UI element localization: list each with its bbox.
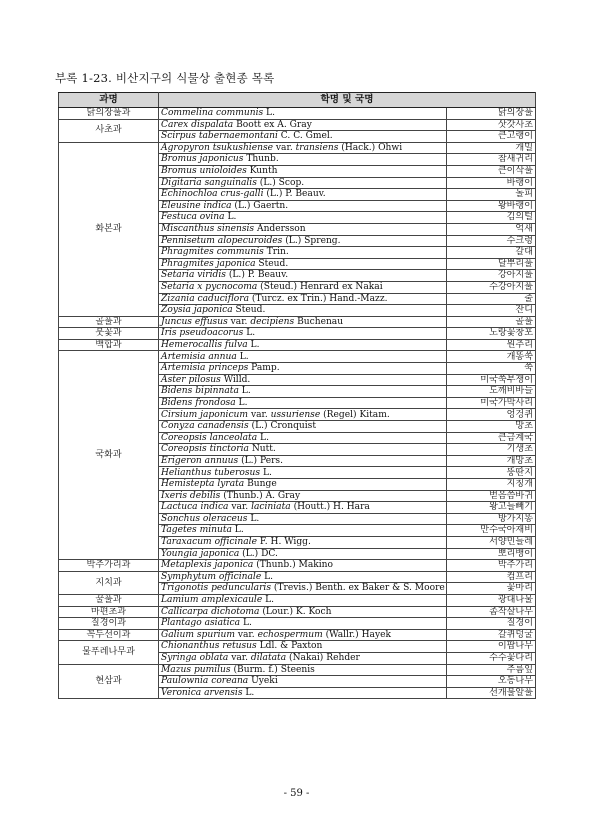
species-epithet: Taraxacum officinale xyxy=(161,537,257,548)
korean-name-cell: 돌피 xyxy=(447,189,536,201)
korean-name-cell: 질경이 xyxy=(447,618,536,630)
scientific-name-cell xyxy=(159,548,447,560)
species-header: 학명 및 국명 xyxy=(159,93,536,108)
header-row xyxy=(59,93,536,108)
species-epithet: Iris pseudoacorus xyxy=(161,328,244,339)
korean-name-cell: 지칭개 xyxy=(447,479,536,491)
species-epithet: Aster pilosus xyxy=(161,374,221,385)
scientific-name-cell xyxy=(159,351,447,363)
family-cell: 화본과 xyxy=(59,142,159,316)
scientific-name-cell xyxy=(159,641,447,653)
species-epithet: Pennisetum alopecuroides xyxy=(161,235,283,246)
species-epithet: Echinochloa crus-galli xyxy=(161,189,264,200)
table-row xyxy=(59,629,536,641)
table-row xyxy=(59,594,536,606)
scientific-name-cell xyxy=(159,270,447,282)
author-citation: L. xyxy=(240,618,252,629)
table-row xyxy=(59,142,536,154)
author-citation: L. xyxy=(260,467,272,478)
korean-name-cell: 골풀 xyxy=(447,316,536,328)
korean-name-cell: 큰고랭이 xyxy=(447,131,536,143)
author-citation: Trin. xyxy=(263,247,289,258)
species-epithet: Bromus japonicus xyxy=(161,154,244,165)
family-cell: 백합과 xyxy=(59,339,159,351)
species-epithet: decipiens xyxy=(250,316,295,327)
author-citation: Nutt. xyxy=(248,444,276,455)
family-cell: 골풀과 xyxy=(59,316,159,328)
species-epithet: Bidens bipinnata xyxy=(161,386,239,397)
author-citation: (Hack.) Ohwi xyxy=(338,142,403,153)
author-citation: (L.) Pers. xyxy=(238,455,283,466)
family-cell: 꿀풀과 xyxy=(59,594,159,606)
table-row xyxy=(59,316,536,328)
species-epithet: laciniata xyxy=(251,502,291,513)
korean-name-cell: 개망초 xyxy=(447,455,536,467)
korean-name-cell: 선개불알풀 xyxy=(447,687,536,699)
scientific-name-cell xyxy=(159,583,447,595)
species-epithet: Miscanthus sinensis xyxy=(161,224,255,235)
korean-name-cell: 수크령 xyxy=(447,235,536,247)
author-citation: L. xyxy=(247,339,260,350)
species-epithet: Festuca ovina xyxy=(161,212,225,223)
korean-name-cell: 바랭이 xyxy=(447,177,536,189)
korean-name-cell: 큰이삭풀 xyxy=(447,165,536,177)
scientific-name-cell xyxy=(159,108,447,120)
korean-name-cell: 서양민들레 xyxy=(447,536,536,548)
korean-name-cell: 좀작살나무 xyxy=(447,606,536,618)
species-epithet: transiens xyxy=(295,142,339,153)
korean-name-cell: 수수꽃다리 xyxy=(447,652,536,664)
author-citation: Uyeki xyxy=(248,676,278,687)
scientific-name-cell xyxy=(159,316,447,328)
species-epithet: Scirpus tabernaemontani xyxy=(161,131,278,142)
author-citation: Willd. xyxy=(220,374,251,385)
scientific-name-cell xyxy=(159,328,447,340)
species-epithet: Sonchus oleraceus xyxy=(161,513,248,524)
korean-name-cell: 이팝나무 xyxy=(447,641,536,653)
scientific-name-cell xyxy=(159,594,447,606)
species-epithet: Zoysia japonica xyxy=(161,305,233,316)
species-epithet: Hemerocallis fulva xyxy=(161,339,248,350)
korean-name-cell: 주름잎 xyxy=(447,664,536,676)
table-row xyxy=(59,606,536,618)
scientific-name-cell xyxy=(159,305,447,317)
scientific-name-cell xyxy=(159,409,447,421)
author-citation: (L.) Cronquist xyxy=(248,421,316,432)
author-citation: (Nakai) Rehder xyxy=(286,653,360,663)
author-citation: L. xyxy=(231,525,244,536)
species-epithet: Ixeris debilis xyxy=(161,490,221,501)
scientific-name-cell xyxy=(159,177,447,189)
table-row xyxy=(59,641,536,653)
korean-name-cell: 잔디 xyxy=(447,305,536,317)
species-epithet: ussuriense xyxy=(270,409,321,420)
species-epithet: Tagetes minuta xyxy=(161,525,232,536)
korean-name-cell: 원추리 xyxy=(447,339,536,351)
scientific-name-cell xyxy=(159,247,447,259)
author-citation: (L.) DC. xyxy=(239,548,278,559)
species-epithet: Trigonotis peduncularis xyxy=(161,583,272,594)
species-epithet: Setaria x pycnocoma xyxy=(161,282,258,292)
species-epithet: Eleusine indica xyxy=(161,200,232,211)
table-caption: 부록 1-23. 비산지구의 식물상 출현종 목록 xyxy=(55,71,275,85)
species-epithet: Agropyron tsukushiense xyxy=(161,142,274,153)
korean-name-cell: 강아지풀 xyxy=(447,270,536,282)
scientific-name-cell xyxy=(159,525,447,537)
scientific-name-cell xyxy=(159,339,447,351)
family-cell: 국화과 xyxy=(59,351,159,560)
scientific-name-cell xyxy=(159,467,447,479)
scientific-name-cell xyxy=(159,536,447,548)
scientific-name-cell xyxy=(159,455,447,467)
scientific-name-cell xyxy=(159,664,447,676)
species-epithet: Plantago asiatica xyxy=(161,618,241,629)
scientific-name-cell xyxy=(159,223,447,235)
author-citation: var. xyxy=(234,629,258,640)
species-epithet: Conyza canadensis xyxy=(161,421,249,432)
species-epithet: Mazus pumilus xyxy=(161,664,231,675)
species-epithet: Syringa oblata xyxy=(161,653,229,663)
author-citation: (L.) Scop. xyxy=(256,177,305,188)
species-epithet: Callicarpa dichotoma xyxy=(161,606,260,617)
korean-name-cell: 김의털 xyxy=(447,212,536,224)
author-citation: L. xyxy=(242,687,255,698)
table-body xyxy=(59,108,536,699)
korean-name-cell: 박주가리 xyxy=(447,560,536,572)
author-citation: Ldl. & Paxton xyxy=(256,641,323,652)
species-epithet: Setaria viridis xyxy=(161,270,226,281)
author-citation: C. C. Gmel. xyxy=(277,131,333,142)
korean-name-cell: 갈퀴덩굴 xyxy=(447,629,536,641)
korean-name-cell: 뽀리뱅이 xyxy=(447,548,536,560)
korean-name-cell: 수강아지풀 xyxy=(447,281,536,293)
author-citation: var. xyxy=(273,142,296,153)
family-cell: 지치과 xyxy=(59,571,159,594)
scientific-name-cell xyxy=(159,293,447,305)
author-citation: (Turcz. ex Trin.) Hand.-Mazz. xyxy=(249,293,388,304)
species-epithet: Carex dispalata xyxy=(161,119,234,130)
scientific-name-cell xyxy=(159,131,447,143)
table-row xyxy=(59,351,536,363)
author-citation: var. xyxy=(228,502,252,513)
author-citation: (L.) Spreng. xyxy=(282,235,341,246)
scientific-name-cell xyxy=(159,502,447,514)
korean-name-cell: 미국쑥부쟁이 xyxy=(447,374,536,386)
author-citation: L. xyxy=(235,397,248,408)
korean-name-cell: 닭의장풀 xyxy=(447,108,536,120)
author-citation: L. xyxy=(257,432,269,443)
korean-name-cell: 쑥 xyxy=(447,363,536,375)
table-row xyxy=(59,119,536,131)
page-number: - 59 - xyxy=(283,788,310,799)
author-citation: (Trevis.) Benth. ex Baker & S. Moore xyxy=(271,583,445,594)
species-epithet: Galium spurium xyxy=(161,629,235,640)
species-epithet: Paulownia coreana xyxy=(161,676,249,687)
scientific-name-cell xyxy=(159,560,447,572)
scientific-name-cell xyxy=(159,165,447,177)
scientific-name-cell xyxy=(159,258,447,270)
author-citation: L. xyxy=(262,595,275,606)
korean-name-cell: 꽃마리 xyxy=(447,583,536,595)
scientific-name-cell xyxy=(159,142,447,154)
family-cell: 박주가리과 xyxy=(59,560,159,572)
korean-name-cell: 엉겅퀴 xyxy=(447,409,536,421)
korean-name-cell: 만수국아재비 xyxy=(447,525,536,537)
author-citation: (L.) Gaertn. xyxy=(231,200,289,211)
family-cell: 사초과 xyxy=(59,119,159,142)
korean-name-cell: 미국가막사리 xyxy=(447,397,536,409)
author-citation: (Thunb.) A. Gray xyxy=(220,490,301,501)
species-epithet: Artemisia annua xyxy=(161,351,237,362)
species-epithet: Helianthus tuberosus xyxy=(161,467,261,478)
species-epithet: Juncus effusus xyxy=(161,316,228,327)
scientific-name-cell xyxy=(159,571,447,583)
scientific-name-cell xyxy=(159,397,447,409)
author-citation: var. xyxy=(248,409,271,420)
author-citation: Steud. xyxy=(255,258,289,269)
species-epithet: Erigeron annuus xyxy=(161,455,239,466)
korean-name-cell: 줄 xyxy=(447,293,536,305)
species-epithet: Commelina communis xyxy=(161,108,264,119)
species-epithet: dilatata xyxy=(250,653,287,663)
author-citation: (L.) P. Beauv. xyxy=(263,189,326,200)
author-citation: L. xyxy=(224,212,237,223)
species-epithet: Bromus unioloides xyxy=(161,166,247,177)
species-epithet: Chionanthus retusus xyxy=(161,641,257,652)
korean-name-cell: 왕바랭이 xyxy=(447,200,536,212)
author-citation: (Burm. f.) Steenis xyxy=(230,664,315,675)
family-cell: 마편초과 xyxy=(59,606,159,618)
scientific-name-cell xyxy=(159,676,447,688)
author-citation: L. xyxy=(236,351,249,362)
korean-name-cell: 왕고들빼기 xyxy=(447,502,536,514)
korean-name-cell: 노랑꽃창포 xyxy=(447,328,536,340)
korean-name-cell: 개똥쑥 xyxy=(447,351,536,363)
table-row xyxy=(59,664,536,676)
family-cell: 꼭두선이과 xyxy=(59,629,159,641)
table-row xyxy=(59,560,536,572)
scientific-name-cell xyxy=(159,513,447,525)
table-row xyxy=(59,328,536,340)
scientific-name-cell xyxy=(159,119,447,131)
family-header: 과명 xyxy=(59,93,159,108)
korean-name-cell: 광대나물 xyxy=(447,594,536,606)
species-epithet: Zizania caduciflora xyxy=(161,293,250,304)
korean-name-cell: 큰금계국 xyxy=(447,432,536,444)
author-citation: Kunth xyxy=(246,166,278,177)
species-epithet: Veronica arvensis xyxy=(161,687,243,698)
author-citation: Buchenau xyxy=(294,316,344,327)
family-cell: 질경이과 xyxy=(59,618,159,630)
scientific-name-cell xyxy=(159,606,447,618)
species-epithet: Cirsium japonicum xyxy=(161,409,249,420)
scientific-name-cell xyxy=(159,490,447,502)
species-epithet: Artemisia princeps xyxy=(161,363,249,374)
scientific-name-cell xyxy=(159,235,447,247)
scientific-name-cell xyxy=(159,479,447,491)
scientific-name-cell xyxy=(159,363,447,375)
table-row xyxy=(59,108,536,120)
species-epithet: Lactuca indica xyxy=(161,502,229,513)
family-cell: 현삼과 xyxy=(59,664,159,699)
author-citation: var. xyxy=(228,653,251,663)
scientific-name-cell xyxy=(159,189,447,201)
author-citation: Steud. xyxy=(232,305,266,316)
scientific-name-cell xyxy=(159,154,447,166)
korean-name-cell: 삿갓사초 xyxy=(447,119,536,131)
author-citation: Andersson xyxy=(254,224,306,235)
author-citation: (Steud.) Henrard ex Nakai xyxy=(257,282,383,292)
table-row xyxy=(59,618,536,630)
scientific-name-cell xyxy=(159,281,447,293)
family-cell: 붓꽃과 xyxy=(59,328,159,340)
author-citation: Boott ex A. Gray xyxy=(233,119,312,130)
species-epithet: echospermum xyxy=(257,629,323,640)
species-epithet: Digitaria sanguinalis xyxy=(161,177,257,188)
table-row xyxy=(59,339,536,351)
author-citation: (Lour.) K. Koch xyxy=(259,606,332,617)
author-citation: L. xyxy=(243,328,256,339)
author-citation: L. xyxy=(247,513,260,524)
scientific-name-cell xyxy=(159,652,447,664)
korean-name-cell: 갈대 xyxy=(447,247,536,259)
scientific-name-cell xyxy=(159,432,447,444)
family-cell: 닭의장풀과 xyxy=(59,108,159,120)
species-epithet: Symphytum officinale xyxy=(161,571,262,582)
korean-name-cell: 방가지똥 xyxy=(447,513,536,525)
species-epithet: Phragmites communis xyxy=(161,247,264,258)
family-cell: 물푸레나무과 xyxy=(59,641,159,664)
scientific-name-cell xyxy=(159,421,447,433)
species-epithet: Lamium amplexicaule xyxy=(161,595,263,606)
author-citation: Pamp. xyxy=(248,363,280,374)
species-table xyxy=(58,92,536,699)
table-row xyxy=(59,571,536,583)
author-citation: Bunge xyxy=(244,479,277,490)
species-epithet: Metaplexis japonica xyxy=(161,560,254,571)
korean-name-cell: 참새귀리 xyxy=(447,154,536,166)
korean-name-cell: 개밀 xyxy=(447,142,536,154)
korean-name-cell: 컴프리 xyxy=(447,571,536,583)
scientific-name-cell xyxy=(159,618,447,630)
korean-name-cell: 도깨비바늘 xyxy=(447,386,536,398)
korean-name-cell: 오동나무 xyxy=(447,676,536,688)
author-citation: var. xyxy=(227,316,251,327)
korean-name-cell: 벋음씀바귀 xyxy=(447,490,536,502)
author-citation: (Regel) Kitam. xyxy=(320,409,390,420)
scientific-name-cell xyxy=(159,629,447,641)
species-epithet: Bidens frondosa xyxy=(161,397,236,408)
species-epithet: Coreopsis tinctoria xyxy=(161,444,249,455)
scientific-name-cell xyxy=(159,444,447,456)
author-citation: L. xyxy=(263,108,275,119)
scientific-name-cell xyxy=(159,386,447,398)
korean-name-cell: 뚱딴지 xyxy=(447,467,536,479)
author-citation: (L.) P. Beauv. xyxy=(225,270,289,281)
korean-name-cell: 기생초 xyxy=(447,444,536,456)
species-epithet: Phragmites japonica xyxy=(161,258,256,269)
scientific-name-cell xyxy=(159,212,447,224)
author-citation: (Thunb.) Makino xyxy=(253,560,334,571)
species-epithet: Coreopsis lanceolata xyxy=(161,432,258,443)
author-citation: Thunb. xyxy=(243,154,279,165)
species-epithet: Hemistepta lyrata xyxy=(161,479,245,490)
author-citation: F. H. Wigg. xyxy=(256,537,311,548)
korean-name-cell: 망초 xyxy=(447,421,536,433)
author-citation: L. xyxy=(238,386,251,397)
korean-name-cell: 억새 xyxy=(447,223,536,235)
species-epithet: Youngia japonica xyxy=(161,548,240,559)
author-citation: (Wallr.) Hayek xyxy=(322,629,391,640)
scientific-name-cell xyxy=(159,200,447,212)
author-citation: L. xyxy=(261,571,274,582)
scientific-name-cell xyxy=(159,374,447,386)
scientific-name-cell xyxy=(159,687,447,699)
korean-name-cell: 달뿌리풀 xyxy=(447,258,536,270)
author-citation: (Houtt.) H. Hara xyxy=(290,502,370,513)
